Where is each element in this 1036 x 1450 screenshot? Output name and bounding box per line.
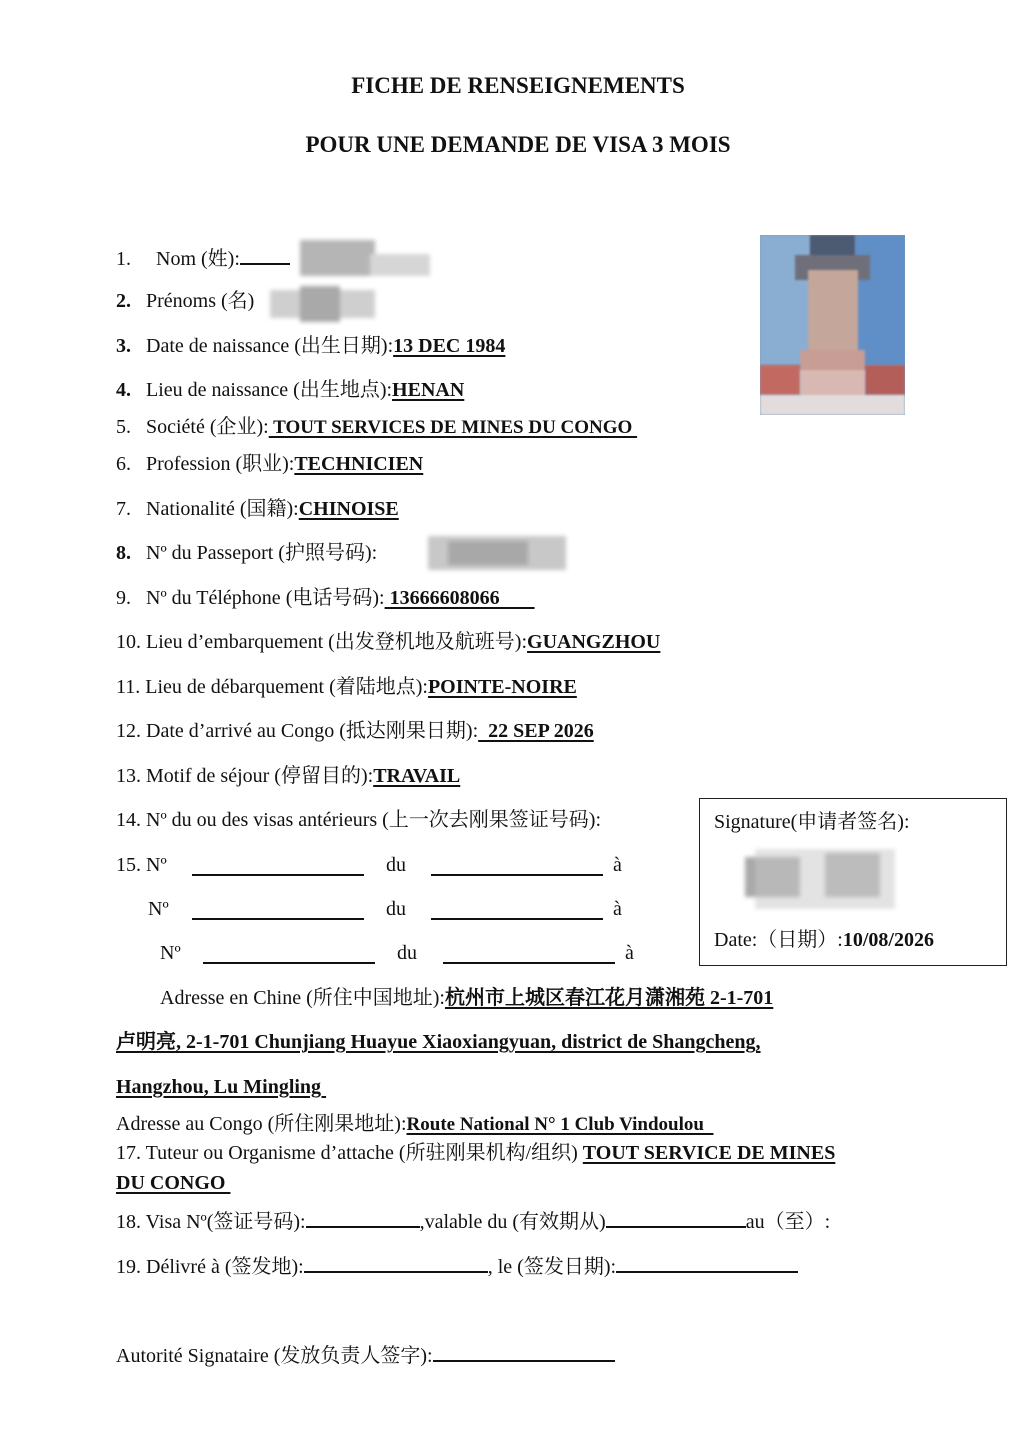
visa-du-label: du — [386, 898, 406, 920]
field-le-label: , le (签发日期): — [487, 1256, 617, 1278]
visa-no-label: Nº — [160, 942, 181, 964]
field-adresse-congo-value: Route National N° 1 Club Vindoulou — [406, 1114, 714, 1135]
field-embarquement-value: GUANGZHOU — [527, 631, 661, 653]
field-adresse-chine-label: Adresse en Chine (所住中国地址): — [160, 987, 445, 1009]
field-visas-anterieurs-label: Nº du ou des visas antérieurs (上一次去刚果签证号码): — [146, 809, 602, 831]
applicant-photo — [760, 235, 905, 415]
field-motif-sejour — [116, 764, 460, 788]
field-au-label: au（至）: — [745, 1211, 831, 1233]
visa-a-label: à — [625, 942, 634, 964]
nom-line — [240, 245, 290, 265]
field-lieu-naissance-value: HENAN — [392, 379, 465, 401]
field-number: 9. — [116, 587, 131, 609]
field-nationalite-value: CHINOISE — [298, 498, 399, 520]
field-date-arrivee-label: Date d’arrivé au Congo (抵达刚果日期): — [146, 720, 479, 742]
field-date-naissance — [116, 334, 505, 358]
field-delivre-label: 19. Délivré à (签发地): — [116, 1256, 304, 1278]
field-profession-value: TECHNICIEN — [294, 453, 424, 475]
delivre-line — [304, 1253, 488, 1273]
field-number: 6. — [116, 453, 131, 475]
valable-du-line — [606, 1208, 746, 1228]
field-nationalite-label: Nationalité (国籍): — [146, 498, 299, 520]
field-profession-label: Profession (职业): — [146, 453, 295, 475]
field-number: 1. — [116, 248, 131, 270]
visa-no-label: Nº — [148, 898, 169, 920]
field-valable-label: ,valable du (有效期从) — [419, 1211, 606, 1233]
field-lieu-naissance — [116, 378, 464, 402]
form-title-line2: POUR UNE DEMANDE DE VISA 3 MOIS — [305, 132, 731, 157]
field-prenoms-label: Prénoms (名) — [146, 290, 255, 312]
field-societe-value: TOUT SERVICES DE MINES DU CONGO — [268, 417, 638, 438]
visa-no-line-1 — [192, 856, 364, 876]
field-telephone-value: 13666608066 — [384, 587, 535, 609]
field-number: 5. — [116, 416, 131, 438]
adresse-chine-line1: 杭州市上城区春江花月潇湘苑 2-1-701 — [444, 987, 774, 1009]
visa-no-label: Nº — [146, 854, 167, 876]
adresse-chine-line2: 卢明亮, 2-1-701 Chunjiang Huayue Xiaoxiangyuan, district de Shangcheng, — [116, 1031, 761, 1053]
autorite-signature-line — [433, 1342, 615, 1362]
signature-label: Signature(申请者签名): — [714, 811, 910, 833]
visa-du-label: du — [397, 942, 417, 964]
field-visa-no-label: 18. Visa Nº(签证号码): — [116, 1211, 306, 1233]
signature-date-value: 10/08/2026 — [842, 929, 934, 951]
visa-a-label: à — [613, 854, 622, 876]
field-prenoms — [116, 289, 254, 313]
field-date-arrivee-value: 22 SEP 2026 — [478, 720, 594, 742]
field-number: 15. — [116, 854, 141, 876]
field-number: 3. — [116, 335, 131, 357]
field-motif-sejour-value: TRAVAIL — [373, 765, 461, 787]
visa-no-line-2 — [192, 900, 364, 920]
field-embarquement — [116, 630, 660, 654]
field-passeport-label: Nº du Passeport (护照号码): — [146, 542, 378, 564]
field-visa-no — [116, 1208, 830, 1234]
field-nom-label: Nom (姓): — [156, 248, 240, 270]
visa-du-label: du — [386, 854, 406, 876]
visa-no-line — [306, 1208, 420, 1228]
field-debarquement-label: Lieu de débarquement (着陆地点): — [145, 676, 428, 698]
field-adresse-congo-label: Adresse au Congo (所住刚果地址): — [116, 1113, 407, 1135]
visa-du-line-3 — [443, 944, 615, 964]
field-tuteur — [116, 1141, 835, 1165]
prenoms-redacted — [270, 286, 375, 322]
field-number: 8. — [116, 542, 131, 564]
field-number: 2. — [116, 290, 131, 312]
field-number: 13. — [116, 765, 141, 787]
field-tuteur-value-line2: DU CONGO — [116, 1172, 231, 1194]
field-number: 10. — [116, 631, 141, 653]
field-passeport — [116, 541, 377, 565]
field-lieu-naissance-label: Lieu de naissance (出生地点): — [146, 379, 393, 401]
field-autorite — [116, 1342, 615, 1368]
field-embarquement-label: Lieu d’embarquement (出发登机地及航班号): — [146, 631, 528, 653]
field-delivre — [116, 1253, 798, 1279]
nom-redacted — [300, 240, 430, 276]
visa-du-line-1 — [431, 856, 603, 876]
field-debarquement — [116, 675, 577, 699]
field-telephone-label: Nº du Téléphone (电话号码): — [146, 587, 385, 609]
field-nom — [116, 245, 290, 271]
adresse-chine-line3: Hangzhou, Lu Mingling — [116, 1076, 327, 1098]
signature-box[interactable] — [699, 798, 1007, 966]
field-date-naissance-value: 13 DEC 1984 — [393, 335, 506, 357]
field-societe-label: Société (企业): — [146, 416, 269, 438]
signature-redacted — [745, 849, 895, 909]
field-telephone — [116, 586, 535, 610]
signature-date — [714, 928, 934, 952]
signature-date-label: Date:（日期）: — [714, 929, 843, 951]
passeport-redacted — [428, 536, 566, 570]
field-nationalite — [116, 497, 399, 521]
visa-a-label: à — [613, 898, 622, 920]
field-visas-anterieurs — [116, 808, 601, 832]
field-autorite-label: Autorité Signataire (发放负责人签字): — [116, 1345, 433, 1367]
field-motif-sejour-label: Motif de séjour (停留目的): — [146, 765, 374, 787]
visa-du-line-2 — [431, 900, 603, 920]
field-number: 12. — [116, 720, 141, 742]
field-date-naissance-label: Date de naissance (出生日期): — [146, 335, 394, 357]
form-title-line1: FICHE DE RENSEIGNEMENTS — [351, 73, 685, 98]
field-number: 14. — [116, 809, 141, 831]
field-adresse-chine — [160, 986, 773, 1010]
visa-no-line-3 — [203, 944, 375, 964]
field-profession — [116, 452, 423, 476]
field-date-arrivee — [116, 719, 594, 743]
le-date-line — [616, 1253, 798, 1273]
field-number: 4. — [116, 379, 131, 401]
field-tuteur-value-line1: TOUT SERVICE DE MINES — [582, 1142, 836, 1164]
field-societe — [116, 415, 637, 440]
field-adresse-congo — [116, 1112, 713, 1137]
field-debarquement-value: POINTE-NOIRE — [427, 676, 577, 698]
field-number: 11. — [116, 676, 141, 698]
field-number: 7. — [116, 498, 131, 520]
field-tuteur-label: 17. Tuteur ou Organisme d’attache (所驻刚果机构/组织) — [116, 1142, 578, 1164]
field-visa-row-1 — [116, 853, 167, 877]
